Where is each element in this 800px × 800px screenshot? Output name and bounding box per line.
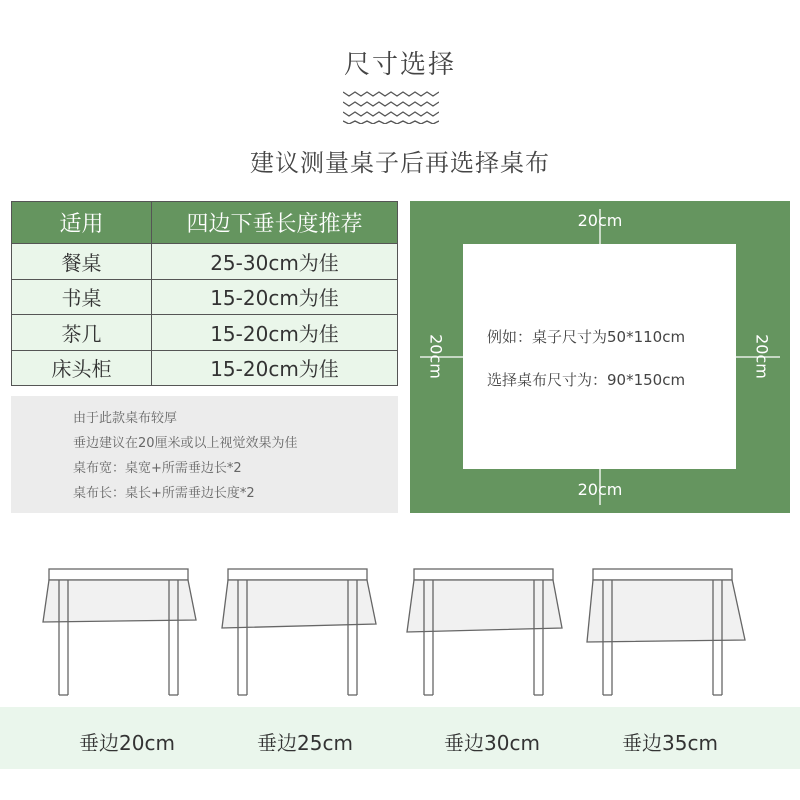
table-cell: 餐桌 bbox=[12, 244, 152, 280]
table-header: 四边下垂长度推荐 bbox=[152, 202, 398, 244]
table-row bbox=[12, 279, 398, 315]
table-cell: 书桌 bbox=[12, 279, 152, 315]
table-cell: 25-30cm为佳 bbox=[152, 244, 398, 280]
drop-label-20: 垂边20cm bbox=[79, 731, 175, 755]
table-drop-30 bbox=[407, 569, 562, 695]
drop-label-25: 垂边25cm bbox=[257, 731, 353, 755]
table-header-row bbox=[12, 202, 398, 244]
dim-top: 20cm bbox=[577, 211, 623, 230]
example-table-size: 例如：桌子尺寸为50*110cm bbox=[487, 328, 686, 346]
table-row bbox=[12, 350, 398, 386]
drop-label-30: 垂边30cm bbox=[444, 731, 540, 755]
drop-label-35: 垂边35cm bbox=[622, 731, 718, 755]
page-subtitle: 建议测量桌子后再选择桌布 bbox=[250, 149, 550, 177]
table-header: 适用 bbox=[12, 202, 152, 244]
table-cell: 茶几 bbox=[12, 315, 152, 351]
dim-right: 20cm bbox=[752, 334, 772, 379]
note-box bbox=[11, 396, 398, 513]
size-table bbox=[11, 201, 398, 386]
table-drop-20 bbox=[43, 569, 196, 695]
table-illustrations bbox=[0, 560, 800, 705]
dimension-markers bbox=[410, 201, 790, 513]
table-row bbox=[12, 244, 398, 280]
table-drop-35 bbox=[587, 569, 745, 695]
table-row bbox=[12, 315, 398, 351]
note-line: 由于此款桌布较厚 bbox=[73, 411, 178, 426]
note-line: 垂边建议在20厘米或以上视觉效果为佳 bbox=[73, 436, 298, 451]
table-cell: 15-20cm为佳 bbox=[152, 350, 398, 386]
page-title: 尺寸选择 bbox=[343, 50, 456, 80]
note-line: 桌布长：桌长+所需垂边长度*2 bbox=[73, 486, 255, 501]
dim-bottom: 20cm bbox=[577, 480, 623, 499]
note-line: 桌布宽：桌宽+所需垂边长*2 bbox=[73, 461, 242, 476]
table-cell: 15-20cm为佳 bbox=[152, 279, 398, 315]
dim-left: 20cm bbox=[426, 334, 446, 379]
table-drop-25 bbox=[222, 569, 376, 695]
table-cell: 15-20cm为佳 bbox=[152, 315, 398, 351]
zigzag-divider bbox=[343, 90, 439, 124]
example-cloth-size: 选择桌布尺寸为：90*150cm bbox=[487, 371, 686, 389]
table-cell: 床头柜 bbox=[12, 350, 152, 386]
